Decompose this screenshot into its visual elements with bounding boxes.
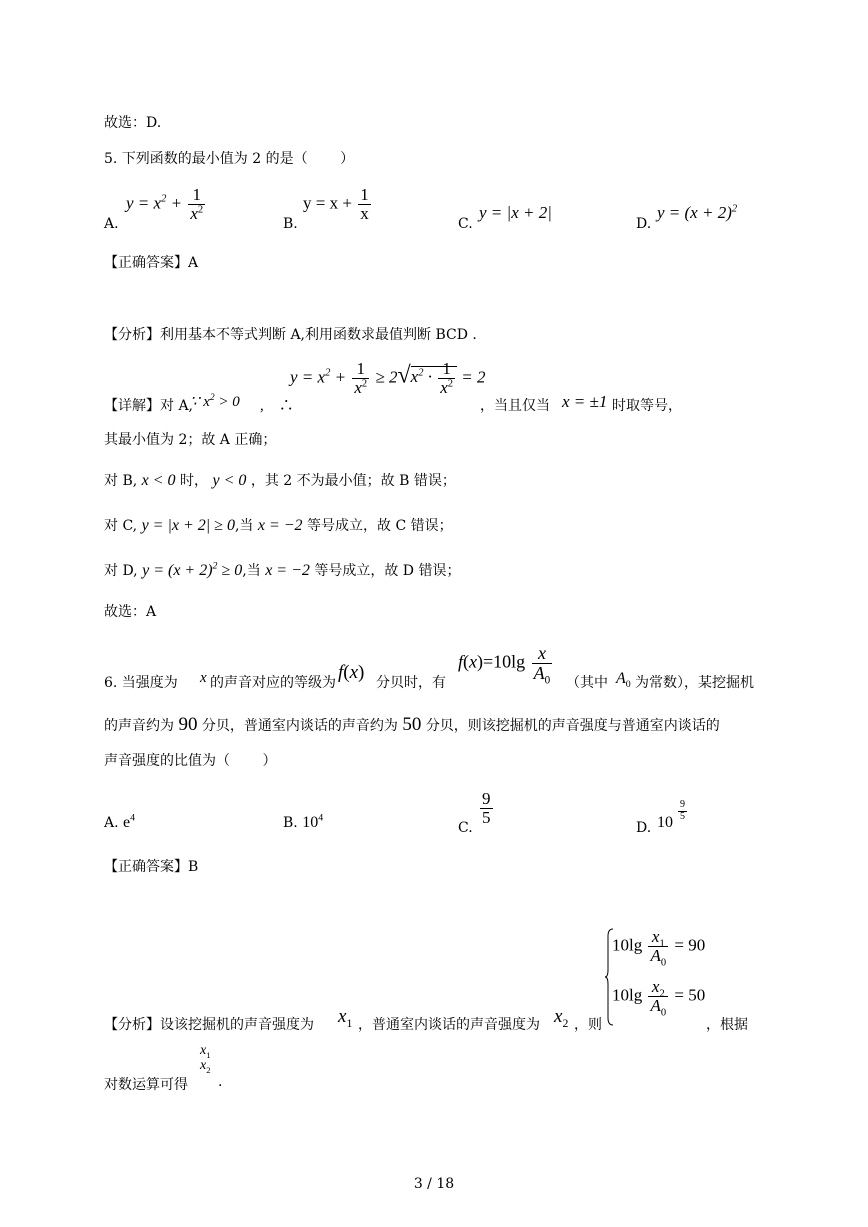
question-6-line2: 的声音约为 90 分贝，普通室内谈话的声音约为 50 分贝，则该挖掘机的声音强度与普通室内谈话的 — [104, 714, 720, 735]
question-6-line3: 声音强度的比值为（ ） — [104, 753, 277, 769]
equation-system-line2: 10lg $\frac{x_2}{A_0}$ = 50 — [612, 977, 706, 1019]
question-5-stem: 5. 下列函数的最小值为 2 的是（ ） — [104, 151, 355, 167]
answer-6: 【正确答案】B — [104, 859, 199, 875]
detail-5-option-b: 对 B, x < 0 时， y < 0 ，其 2 不为最小值；故 B 错误； — [104, 472, 456, 489]
answer-5-final: 故选：A — [104, 604, 157, 620]
detail-5-conclusion-a: 其最小值为 2；故 A 正确； — [104, 432, 277, 448]
solution-end-line: 故选：D. — [104, 115, 162, 131]
q6-option-b: B. $10^4$ — [283, 812, 324, 831]
analysis-6-line2: 对数运算可得 $x_1$ $x_2$ . — [104, 1043, 223, 1093]
analysis-6-line: 【分析】设该挖掘机的声音强度为 $x_1$ ，普通室内谈话的声音强度为 $x_2$ ，则 ，根据 — [104, 1006, 748, 1033]
answer-5: 【正确答案】A — [104, 255, 199, 271]
question-6-line1: 6. 当强度为 x 的声音对应的等级为 f(x) 分贝时，有 f(x)=10lg $\frac{x}{A_0}$ （其中 $A_0$ 为常数），某挖掘机 — [104, 643, 754, 691]
detail-5-line: 【详解】对 A, ∵ $x^2 > 0$ , ∴ $y = x^2$ + $\frac{1}{x^2}$ ≥ $2√x^2$ · $\frac{1}{x^2}$ = 2 ，当且仅当 x = ±1 时取等号， — [104, 359, 682, 414]
page-number: 3 / 18 — [413, 1176, 455, 1192]
q6-option-a: A. $e^4$ — [104, 812, 136, 831]
detail-5-option-c: 对 C, y = |x + 2| ≥ 0,当 x = −2 等号成立，故 C 错误； — [104, 517, 453, 534]
analysis-5: 【分析】利用基本不等式判断 A,利用函数求最值判断 BCD . — [104, 327, 477, 343]
equation-system-line1: 10lg $\frac{x_1}{A_0}$ = 90 — [612, 927, 706, 969]
detail-5-option-d: 对 D, $y = (x + 2)^2 \ge 0$,当 x = −2 等号成立，故 D 错误； — [104, 560, 461, 579]
